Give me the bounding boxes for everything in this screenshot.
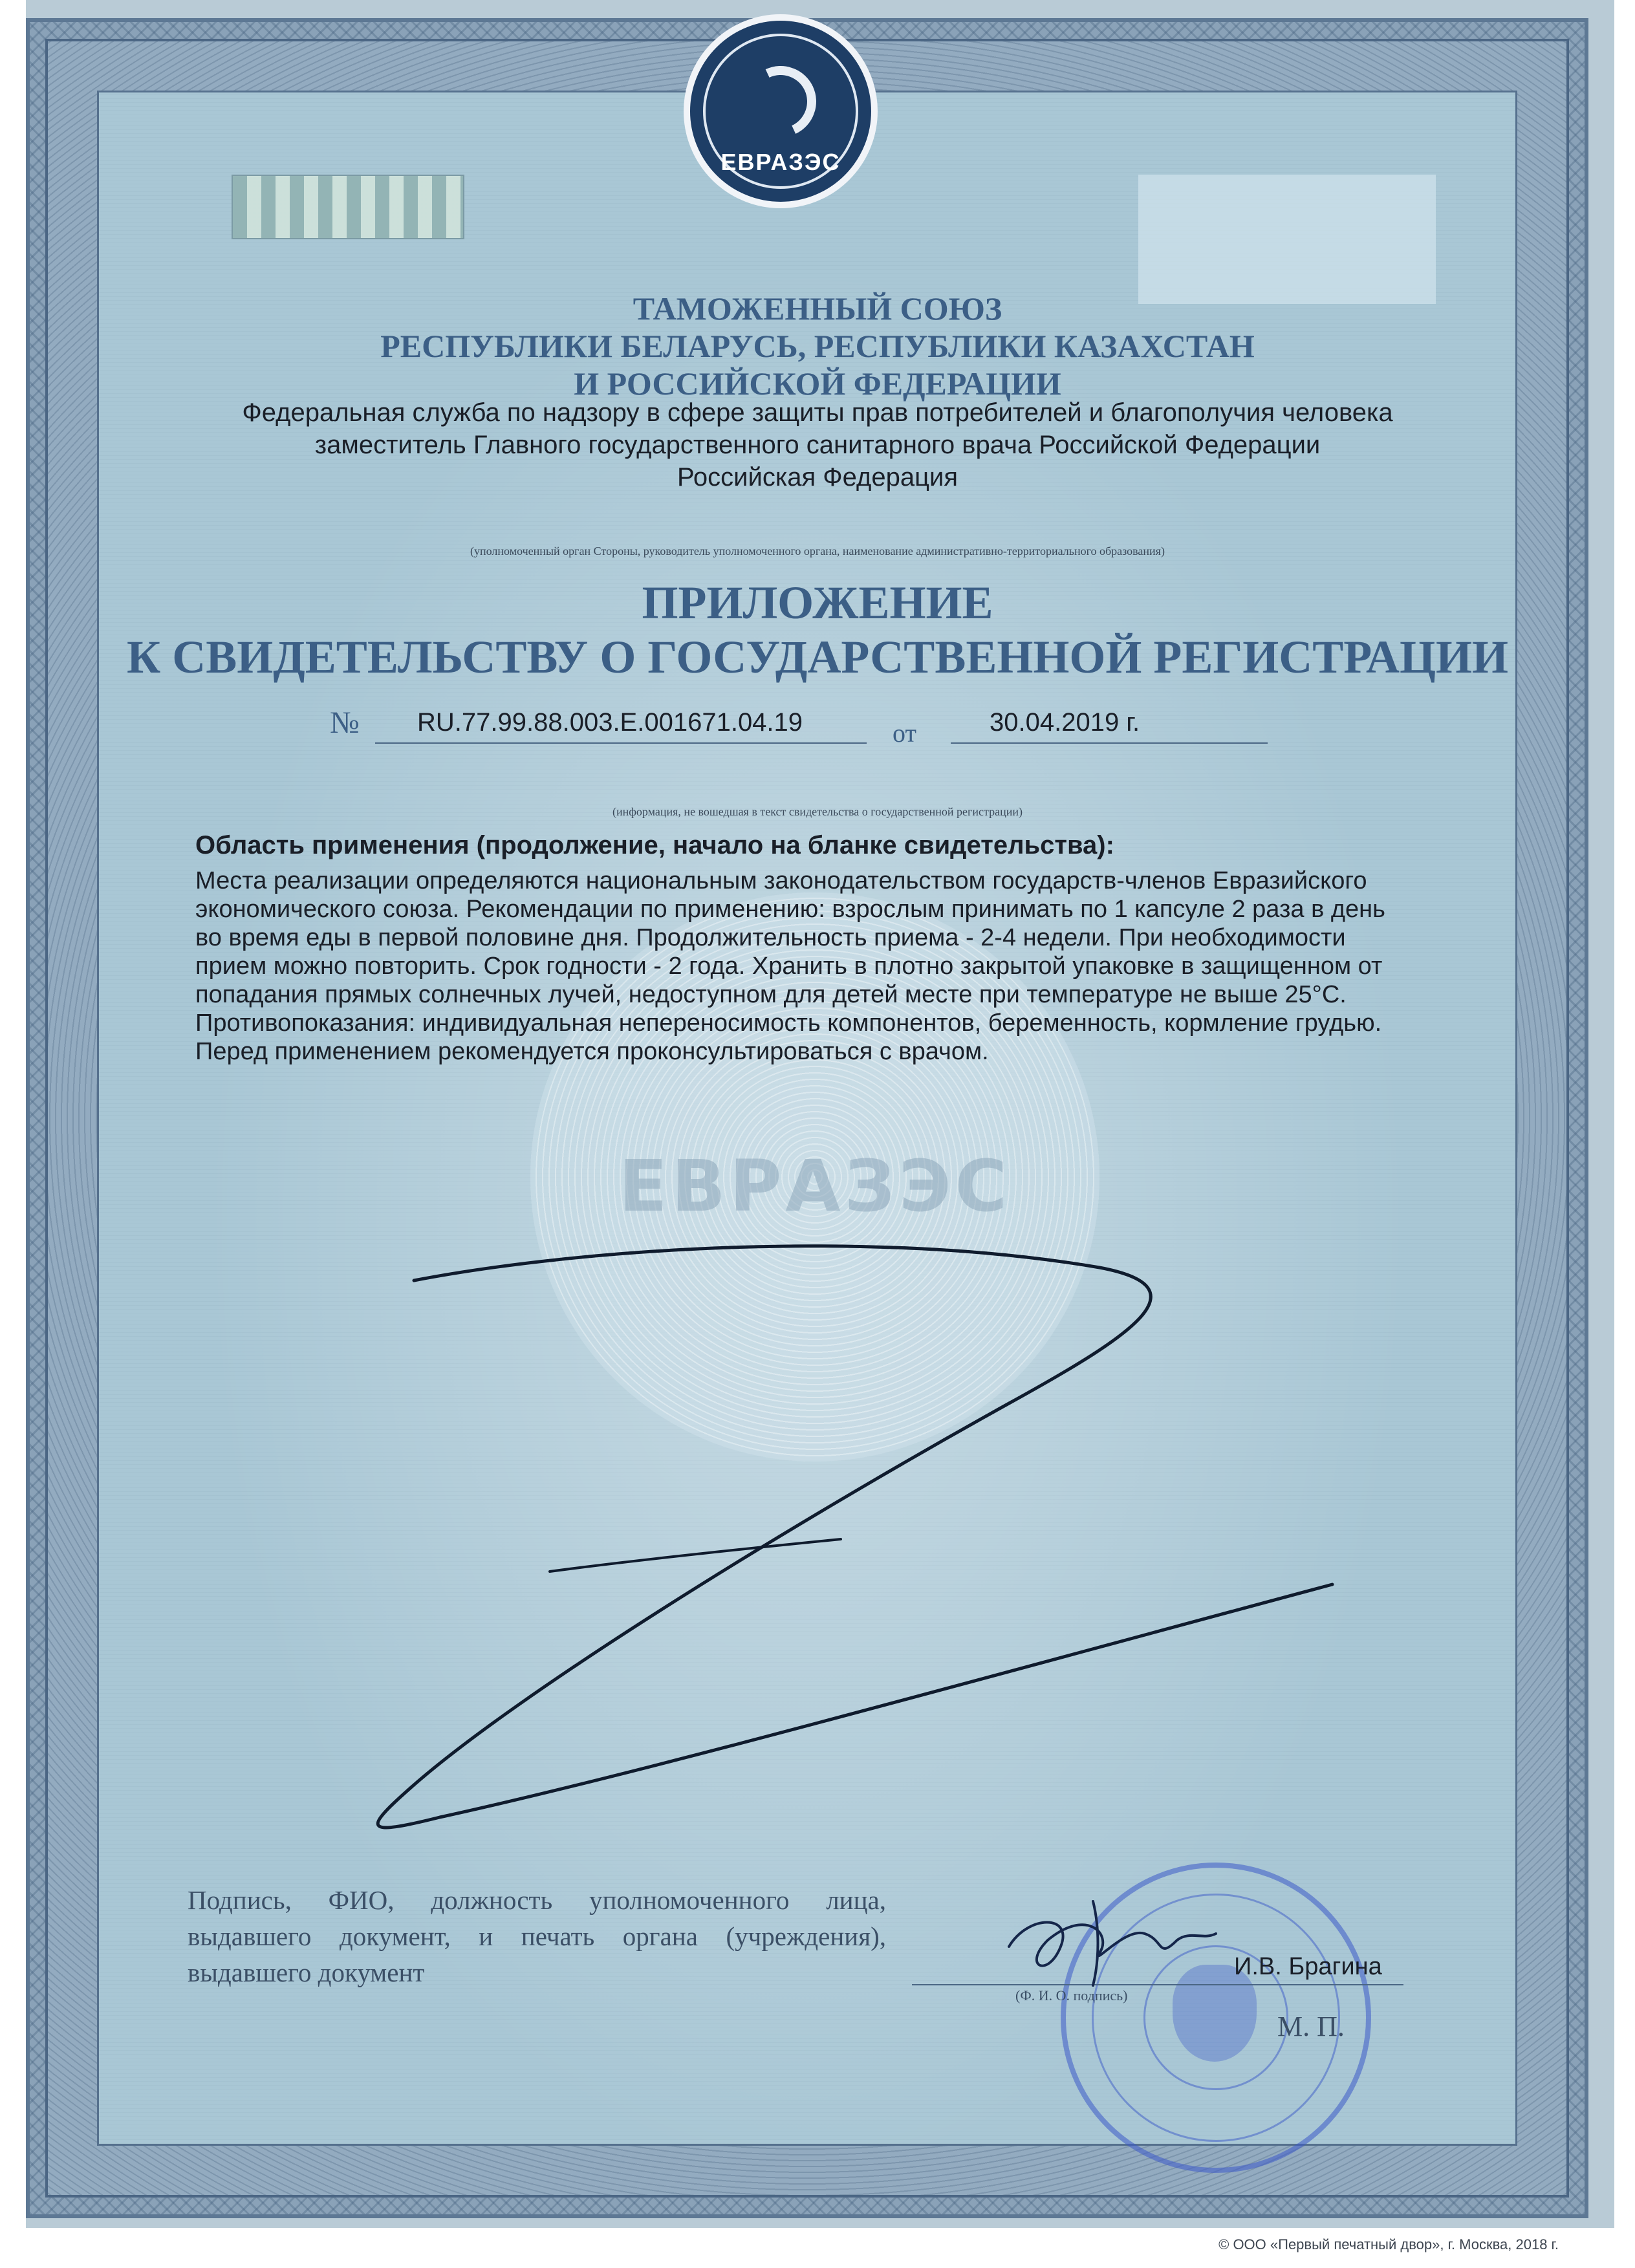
authority-caption: (уполномоченный орган Стороны, руководитель уполномоченного органа, наименование административно-территориального образования) [470,545,1165,557]
date-label: от [893,718,916,748]
info-caption: (информация, не вошедшая в текст свидетельства о государственной регистрации) [612,805,1023,818]
eurasec-emblem-icon [684,14,878,208]
printer-copyright: © ООО «Первый печатный двор», г. Москва, 2018 г. [1218,2236,1559,2252]
document-title-line2: К СВИДЕТЕЛЬСТВУ О ГОСУДАРСТВЕННОЙ РЕГИСТРАЦИИ [127,631,1508,683]
signature-instructions: Подпись, ФИО, должность уполномоченного лица, выдавшего документ, и печать органа (учреждения), выдавшего документ [188,1885,886,1987]
union-title-line2: РЕСПУБЛИКИ БЕЛАРУСЬ, РЕСПУБЛИКИ КАЗАХСТАН [380,328,1255,364]
light-panel [1138,175,1436,304]
registration-date: 30.04.2019 г. [990,708,1140,737]
seal-place-label: М. П. [1277,2011,1345,2042]
watermark-text: ЕВРАЗЭС [618,1145,1012,1227]
authority-line2: заместитель Главного государственного санитарного врача Российской Федерации [314,431,1321,459]
registration-number: RU.77.99.88.003.Е.001671.04.19 [417,708,803,737]
scope-body-text: Места реализации определяются национальным законодательством государств-членов Евразийского экономического союза. Рекомендации по применению: взрослым принимать по 1 капсуле 2 раза в день во время еды в первой половине дня. Продолжительность приема - 2-4 недели. При необходимости прием можно повторить. Срок годности - 2 года. Хранить в плотно закрытой упаковке в защищенном от попадания прямых солнечных лучей, недоступном для детей месте при температуре не выше 25°С. Противопоказания: индивидуальная непереносимость компонентов, беременность, кормление грудью. Перед применением рекомендуется проконсультироваться с врачом. [195,867,1385,1065]
union-title-line1: ТАМОЖЕННЫЙ СОЮЗ [633,290,1002,327]
signature-underline [912,1984,1403,1985]
number-underline [375,742,867,744]
emblem-logo-text: ЕВРАЗЭС [720,149,841,175]
date-underline [951,742,1268,744]
signatory-name: И.В. Брагина [1234,1953,1382,1980]
authority-line3: Российская Федерация [677,463,958,491]
authority-line1: Федеральная служба по надзору в сфере защиты прав потребителей и благополучия человека [242,398,1393,427]
number-label: № [330,706,360,740]
document-title-line1: ПРИЛОЖЕНИЕ [642,577,993,629]
signature-caption: (Ф. И. О. подпись) [1015,1987,1128,2003]
scope-heading: Область применения (продолжение, начало на бланке свидетельства): [195,831,1114,859]
hologram-strip [232,175,464,239]
union-title-line3: И РОССИЙСКОЙ ФЕДЕРАЦИИ [574,365,1061,402]
